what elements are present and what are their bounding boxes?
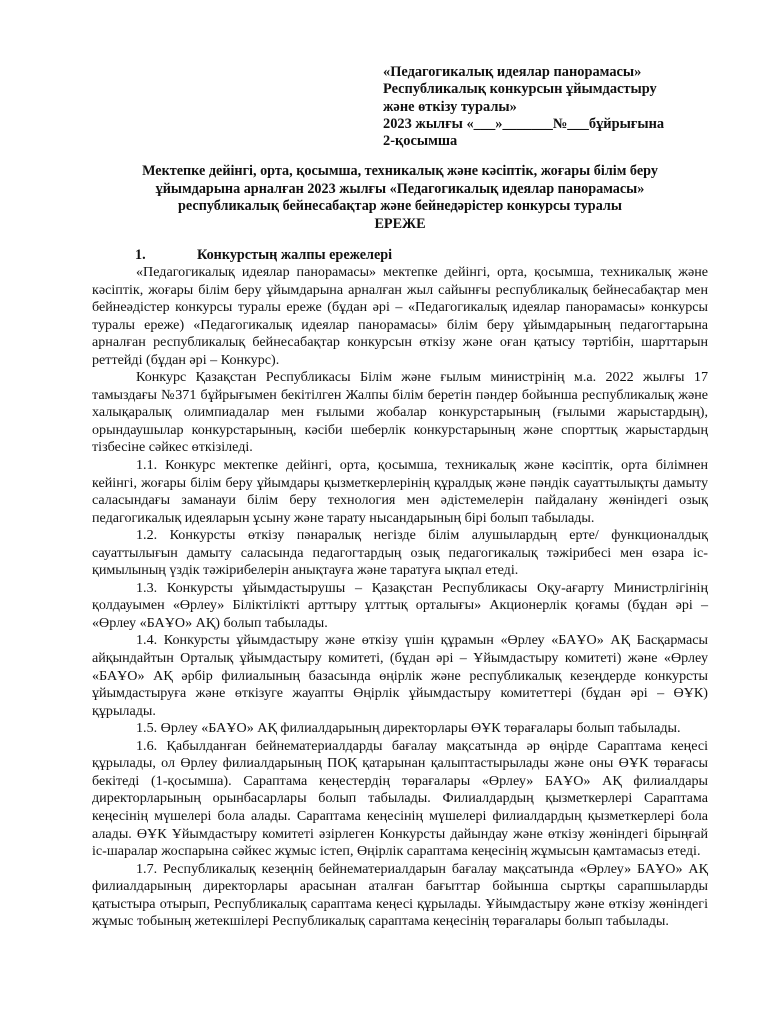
document-title-line: ұйымдарына арналған 2023 жылғы «Педагогикалық идеялар панорамасы» — [155, 180, 645, 197]
section-title: Конкурстың жалпы ережелері — [197, 247, 393, 263]
document-title-line: Мектепке дейінгі, орта, қосымша, техникалық және кәсіптік, жоғары білім беру — [142, 163, 658, 179]
appendix-header — [383, 64, 713, 150]
paragraph: 1.4. Конкурсты ұйымдастыру және өткізу үшін құрамын «Өрлеу «БАҰО» АҚ Басқармасы айқындайтын Орталық ұйымдастыру комитеті, (бұдан әрі – Ұйымдастыру комитеті) және «Өрлеу «БАҰО» АҚ әрбір филиалының базасында өңірлік және республикалық кезеңдерде конкурсты ұйымдастыруға және өткізуге жауапты Өңірлік ұйымдастыру комитеттері (бұдан әрі – ӨҰК) құрылады. — [92, 632, 708, 719]
paragraph: 1.6. Қабылданған бейнематериалдарды бағалау мақсатында әр өңірде Сараптама кеңесі құрылады, ол Өрлеу филиалдарының ПОҚ қатарынан қалыптастырылады және оны ӨҰК төрағасы бекітеді (1-қосымша). Сараптама кеңестердің төрағалары «Өрлеу» БАҰО» АҚ филиалдары директорларының орынбасарлары болып табылады. Филиалдардың қызметкерлері Сараптама кеңесінің мүшелері бола алады. Сараптама кеңесінің мүшелері филиалдардың қызметкерлері бола алады. ӨҰК Ұйымдастыру комитеті әзірлеген Конкурсты дайындау және өткізу жөніндегі бірыңғай іс-шаралар жоспарына сәйкес жұмыс істеп, Өңірлік сараптама кеңесінің жұмысын қамтамасыз етеді. — [92, 737, 708, 860]
appendix-header-line: Республикалық конкурсын ұйымдастыру — [383, 81, 657, 98]
paragraph: 1.3. Конкурсты ұйымдастырушы – Қазақстан Республикасы Оқу-ағарту Министрлігінің қолдауымен «Өрлеу» Біліктілікті арттыру ұлттық орталығы» Акционерлік қоғамы (бұдан әрі – «Өрлеу «БАҰО» АҚ) болып табылады. — [92, 579, 708, 631]
appendix-header-line: және өткізу туралы» — [383, 98, 517, 115]
document-title-line: республикалық бейнесабақтар және бейнедәрістер конкурсы туралы — [178, 198, 622, 215]
paragraph: «Педагогикалық идеялар панорамасы» мектепке дейінгі, орта, қосымша, техникалық және кәсіптік, жоғары білім беру ұйымдарына арналған жыл сайынғы республикалық бейнесабақтар мен бейнеәдістер конкурсы туралы ереже (бұдан әрі – «Педагогикалық идеялар панорамасы» конкурсы туралы ереже) «Педагогикалық идеялар панорамасы» білім беру ұйымдарының педагогтарына арналған республикалық бейнесабақтар конкурсын өткізу және оған қатысу тәртібін, шарттарын реттейді (бұдан әрі – Конкурс). — [92, 264, 708, 368]
document-title — [92, 163, 708, 233]
paragraph: Конкурс Қазақстан Республикасы Білім және ғылым министрінің м.а. 2022 жылғы 17 тамыздағы №371 бұйрығымен бекітілген Жалпы білім беретін пәндер бойынша республикалық және халықаралық олимпиадалар мен ғылыми жобалар конкурстарының (ғылыми жарыстардың), орындаушылар конкурстарының, кәсіби шеберлік конкурстарының және спорттық жарыстардың тізбесіне сәйкес өткізіледі. — [92, 369, 708, 456]
appendix-header-line: «Педагогикалық идеялар панорамасы» — [383, 64, 642, 80]
appendix-header-line: 2023 жылғы «___»_______№___бұйрығына — [383, 115, 665, 132]
section-number: 1. — [135, 247, 146, 263]
document-title-heading: ЕРЕЖЕ — [374, 215, 426, 232]
paragraph: 1.5. Өрлеу «БАҰО» АҚ филиалдарының директорлары ӨҰК төрағалары болып табылады. — [136, 720, 681, 737]
paragraph: 1.1. Конкурс мектепке дейінгі, орта, қосымша, техникалық және кәсіптік, орта білімнен кейінгі, жоғары білім беру ұйымдары қызметкерлерінің құралдық және пәндік сауаттылықты дамыту саласындағы заманауи білім беру технология мен әдістемелерін пайдалану жөніндегі озық педагогикалық идеяларын ұсыну және тарату нысандарының бірі болып табылады. — [92, 457, 708, 526]
paragraph: 1.2. Конкурсты өткізу пәнаралық негізде білім алушылардың ерте/ функционалдық сауаттылығын дамыту саласында педагогтардың озық педагогикалық тәжірибесі мен өзара іс-қимылының үздік тәжірибелерін анықтауға және таратуға ықпал етеді. — [92, 527, 708, 579]
document-body — [92, 264, 708, 931]
section-heading — [135, 247, 392, 265]
paragraph: 1.7. Республикалық кезеңнің бейнематериалдарын бағалау мақсатында «Өрлеу» БАҰО» АҚ филиалдарының директорлары арасынан аталған бағыттар бойынша сыртқы сарапшыларды қатыстыра отырып, Республикалық сараптама кеңесі құрылады. Ұйымдастыру және өткізу жөніндегі жұмыс тобының жетекшілері Республикалық сараптама кеңесінің төрағалары болып табылады. — [92, 860, 708, 930]
appendix-header-line: 2-қосымша — [383, 133, 458, 150]
